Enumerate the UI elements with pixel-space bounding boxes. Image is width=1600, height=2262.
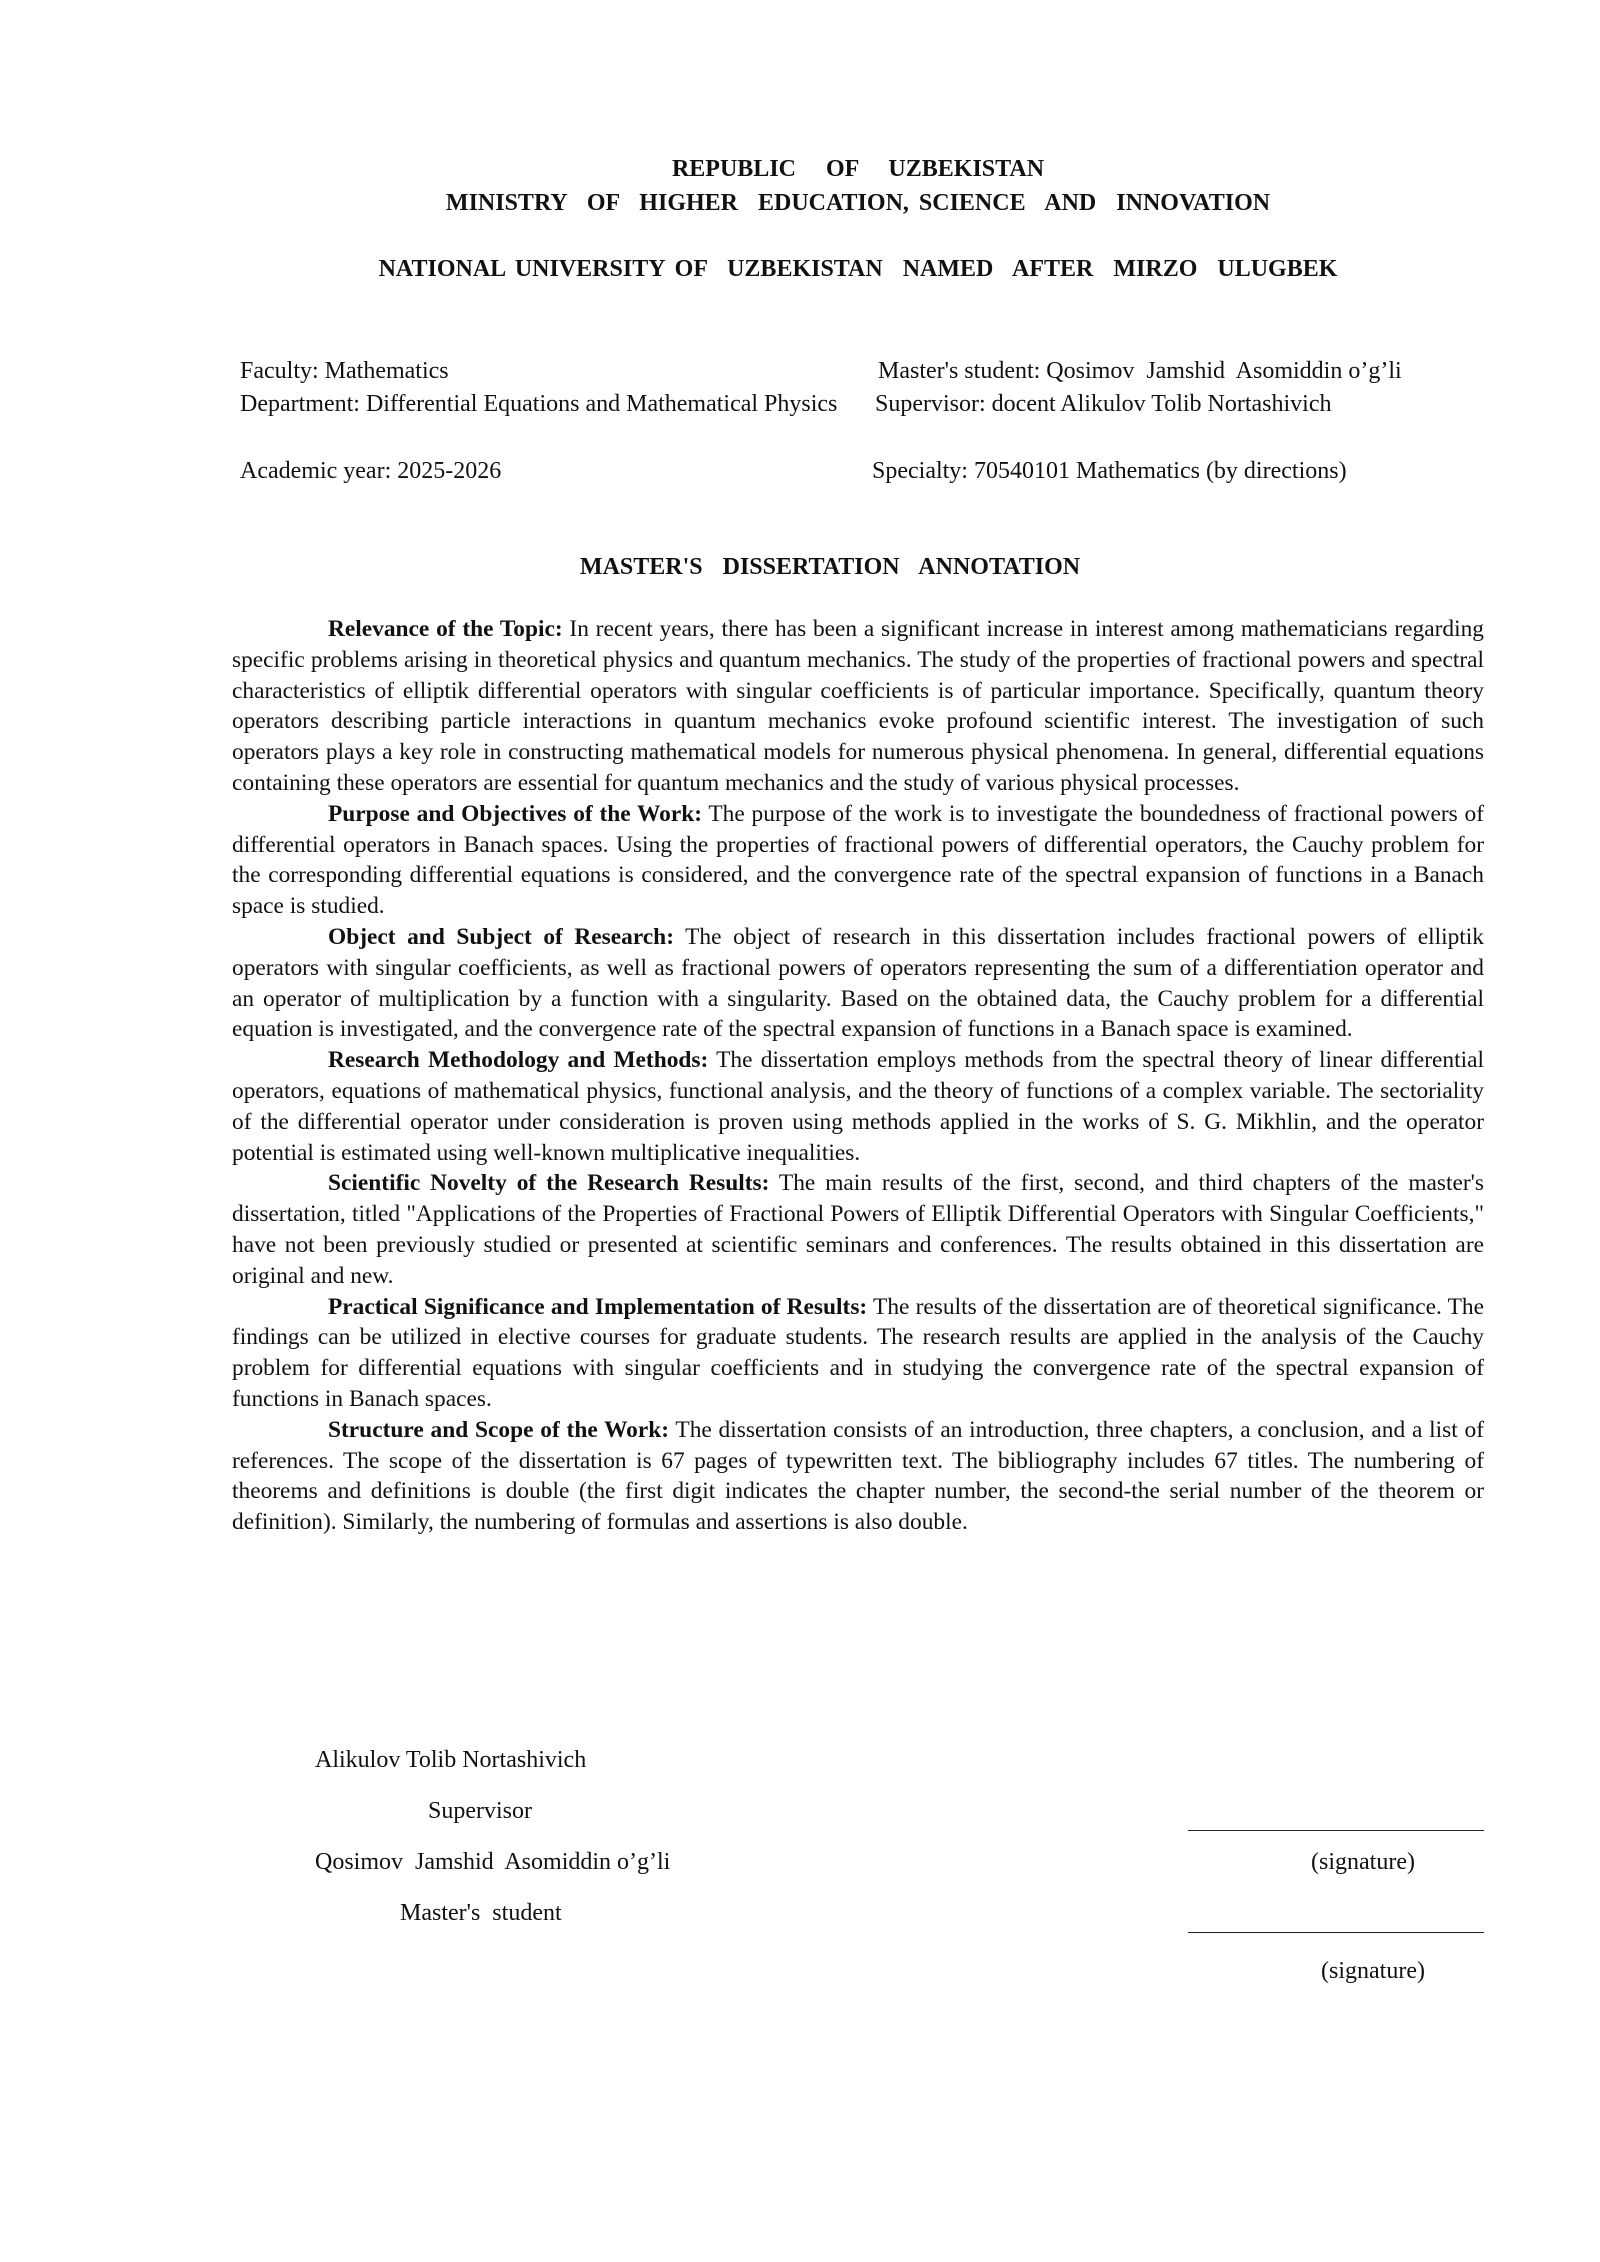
student-line: Master's student: Qosimov Jamshid Asomiddin o’g’li: [878, 358, 1402, 384]
section-text: The purpose of the work is to investigate the boundedness of fractional powers of differential operators in Banach spaces. Using the properties of fractional powers of differential operators, the Cauchy problem for the corresponding differential equations is considered, and the convergence rate of the spectral expansion of functions in a Banach space is studied.: [232, 800, 1484, 920]
section-heading: Scientific Novelty of the Research Results:: [328, 1170, 770, 1197]
section-heading: Relevance of the Topic:: [328, 616, 563, 642]
supervisor-role: Supervisor: [428, 1798, 532, 1824]
section-text: In recent years, there has been a significant increase in interest among mathematicians regarding specific problems arising in theoretical physics and quantum mechanics. The study of the properties of fractional powers and spectral characteristics of elliptik differential operators with singular coefficients is of particular importance. Specifically, quantum theory operators describing particle interactions in quantum mechanics evoke profound scientific interest. The investigation of such operators plays a key role in constructing mathematical models for numerous physical phenomena. In general, differential equations containing these operators are essential for quantum mechanics and the study of various physical processes.: [232, 616, 1485, 796]
annotation-body: [232, 614, 1484, 1538]
section-heading: Structure and Scope of the Work:: [328, 1416, 670, 1443]
specialty-line: Specialty: 70540101 Mathematics (by directions): [872, 458, 1347, 484]
department-line: Department: Differential Equations and Mathematical Physics: [240, 391, 838, 417]
signature-label-student: (signature): [1321, 1958, 1425, 1984]
section-heading: Research Methodology and Methods:: [328, 1047, 709, 1074]
supervisor-line: Supervisor: docent Alikulov Tolib Nortashivich: [875, 391, 1332, 417]
section-practical: [232, 1292, 1484, 1415]
supervisor-name: Alikulov Tolib Nortashivich: [315, 1747, 587, 1773]
faculty-line: Faculty: Mathematics: [240, 358, 449, 384]
section-heading: Object and Subject of Research:: [328, 923, 674, 950]
section-heading: Practical Significance and Implementation of Results:: [328, 1293, 868, 1320]
signature-label-supervisor: (signature): [1311, 1849, 1415, 1875]
section-novelty: [232, 1168, 1484, 1291]
academic-year-line: Academic year: 2025-2026: [240, 458, 502, 484]
section-purpose: [232, 799, 1484, 922]
section-heading: Purpose and Objectives of the Work:: [328, 800, 703, 827]
section-text: The main results of the first, second, and third chapters of the master's dissertation, titled "Applications of the Properties of Fractional Powers of Elliptik Differential Operators with Singular Coefficients," have not been previously studied or presented at scientific seminars and conferences. The results obtained in this dissertation are original and new.: [232, 1170, 1484, 1289]
student-role: Master's student: [400, 1900, 562, 1926]
supervisor-signature-line: [1188, 1830, 1484, 1831]
header-ministry: MINISTRY OF HIGHER EDUCATION, SCIENCE AND INNOVATION: [445, 190, 1271, 216]
student-signature-line: [1188, 1932, 1484, 1933]
section-text: The results of the dissertation are of theoretical significance. The findings can be utilized in elective courses for graduate students. The research results are applied in the analysis of the Cauchy problem for differential equations with singular coefficients and in studying the convergence rate of the spectral expansion of functions in Banach spaces.: [232, 1293, 1484, 1412]
section-relevance: [232, 614, 1484, 799]
section-text: The object of research in this dissertation includes fractional powers of elliptik operators with singular coefficients, as well as fractional powers of operators representing the sum of a differentiation operator and an operator of multiplication by a function with a singularity. Based on the obtained data, the Cauchy problem for a differential equation is investigated, and the convergence rate of the spectral expansion of functions in a Banach space is examined.: [232, 923, 1484, 1043]
annotation-title: MASTER'S DISSERTATION ANNOTATION: [579, 554, 1081, 580]
section-methodology: [232, 1045, 1484, 1168]
student-name: Qosimov Jamshid Asomiddin o’g’li: [315, 1849, 671, 1875]
header-republic: REPUBLIC OF UZBEKISTAN: [671, 156, 1045, 182]
section-object: [232, 922, 1484, 1045]
header-university: NATIONAL UNIVERSITY OF UZBEKISTAN NAMED AFTER MIRZO ULUGBEK: [378, 256, 1338, 282]
section-text: The dissertation consists of an introduction, three chapters, a conclusion, and a list of references. The scope of the dissertation is 67 pages of typewritten text. The bibliography includes 67 titles. The numbering of theorems and definitions is double (the first digit indicates the chapter number, the second-the serial number of the theorem or definition). Similarly, the numbering of formulas and assertions is also double.: [232, 1416, 1484, 1536]
section-structure: [232, 1415, 1484, 1538]
section-text: The dissertation employs methods from the spectral theory of linear differential operators, equations of mathematical physics, functional analysis, and the theory of functions of a complex variable. The sectoriality of the differential operator under consideration is proven using methods applied in the works of S. G. Mikhlin, and the operator potential is estimated using well-known multiplicative inequalities.: [232, 1047, 1484, 1166]
